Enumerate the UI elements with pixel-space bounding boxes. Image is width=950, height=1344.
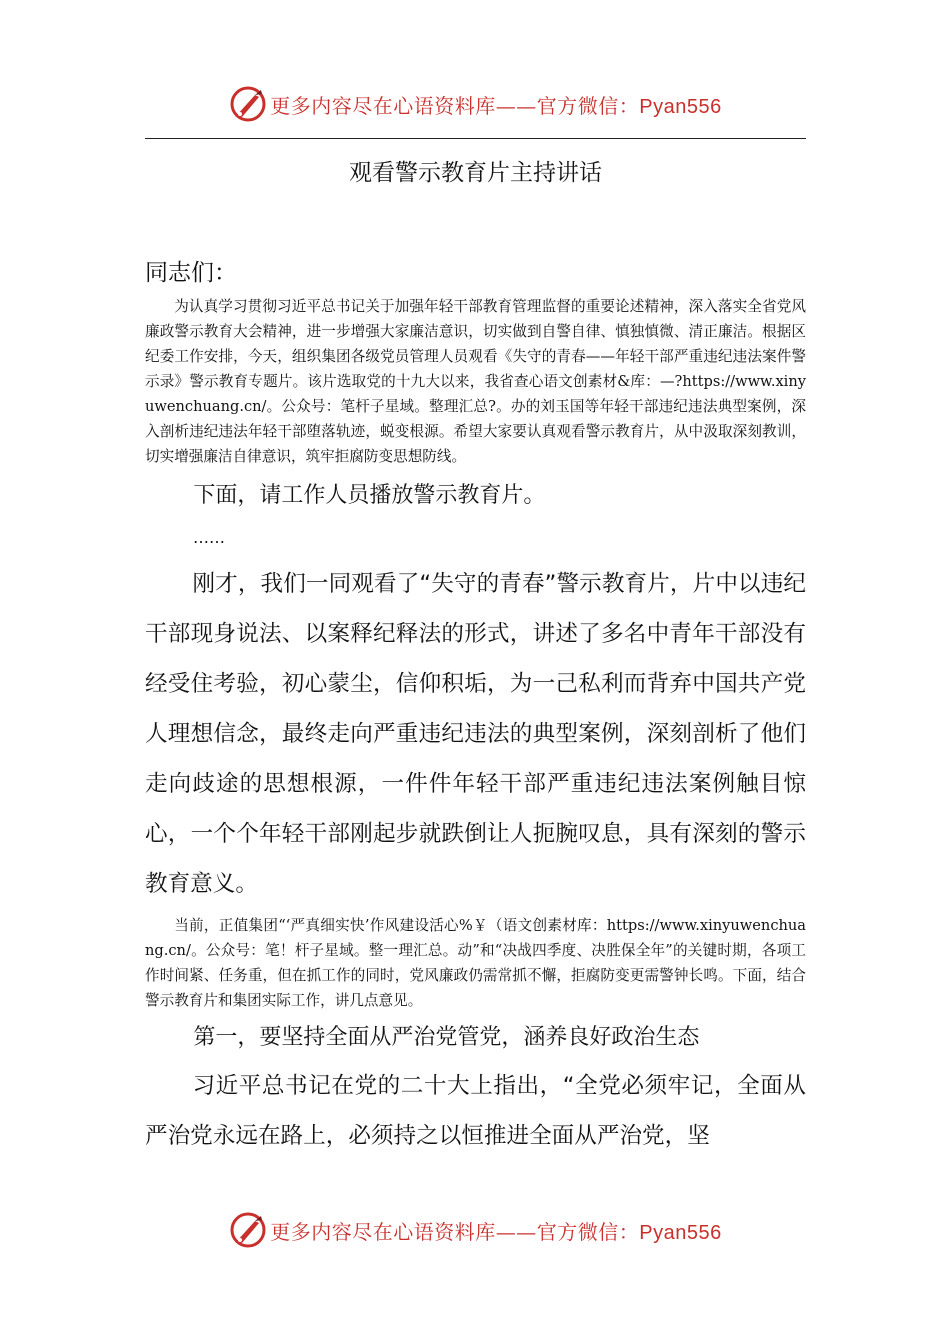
paragraph-reflection: 刚才，我们一同观看了“失守的青春”警示教育片，片中以违纪干部现身说法、以案释纪释法的形式，讲述了多名中青年干部没有经受住考验，初心蒙尘，信仰积垢，为一己私利而背弃中国共产党人理想信念，最终走向严重违纪违法的典型案例，深刻剖析了他们走向歧途的思想根源，一件件年轻干部严重违纪违法案例触目惊心，一个个年轻干部刚起步就跌倒让人扼腕叹息，具有深刻的警示教育意义。 (145, 571, 806, 897)
document-body (145, 150, 806, 1161)
pen-logo-icon (228, 1210, 268, 1250)
watermark-label: 更多内容尽在心语资料库——官方微信： (270, 93, 640, 118)
watermark-banner-bottom (0, 1208, 950, 1252)
watermark-text (270, 1216, 721, 1245)
watermark-text (270, 90, 721, 119)
pen-logo-icon (228, 84, 268, 124)
paragraph-context: 当前，正值集团“‘严真细实快’作风建设活心%￥（语文创素材库：https://www.xinyuwenchuang.cn/。公众号：笔！杆子星域。整一理汇总。动”和“决战四季度、决胜保全年”的关键时期，各项工作时间紧、任务重，但在抓工作的同时，党风廉政仍需常抓不懈，拒腐防变更需警钟长鸣。下面，结合警示教育片和集团实际工作，讲几点意见。 (145, 917, 806, 1009)
watermark-banner-top (0, 82, 950, 126)
greeting: 同志们： (145, 260, 237, 286)
ellipsis: …… (193, 528, 225, 547)
section-heading-1: 第一，要坚持全面从严治党管党，涵养良好政治生态 (193, 1025, 700, 1050)
paragraph-section-1: 习近平总书记在党的二十大上指出，“全党必须牢记，全面从严治党永远在路上，必须持之以恒推进全面从严治党，坚 (145, 1073, 806, 1149)
watermark-handle: Pyan556 (639, 95, 722, 118)
paragraph-intro: 为认真学习贯彻习近平总书记关于加强年轻干部教育管理监督的重要论述精神，深入落实全省党风廉政警示教育大会精神，进一步增强大家廉洁意识，切实做到自警自律、慎独慎微、清正廉洁。根据区纪委工作安排，今天，组织集团各级党员管理人员观看《失守的青春——年轻干部严重违纪违法案件警示录》警示教育专题片。该片选取党的十九大以来，我省查心语文创素材&库：—?https://www.xinyuwenchuang.cn/。公众号：笔杆子星域。整理汇总?。办的刘玉国等年轻干部违纪违法典型案例，深入剖析违纪违法年轻干部堕落轨迹，蜕变根源。希望大家要认真观看警示教育片，从中汲取深刻教训，切实增强廉洁自律意识，筑牢拒腐防变思想防线。 (145, 298, 806, 465)
page-title: 观看警示教育片主持讲话 (349, 160, 602, 186)
watermark-label: 更多内容尽在心语资料库——官方微信： (270, 1219, 640, 1244)
header-rule (145, 138, 806, 139)
paragraph-play-video: 下面，请工作人员播放警示教育片。 (193, 483, 546, 508)
watermark-handle: Pyan556 (639, 1221, 722, 1244)
